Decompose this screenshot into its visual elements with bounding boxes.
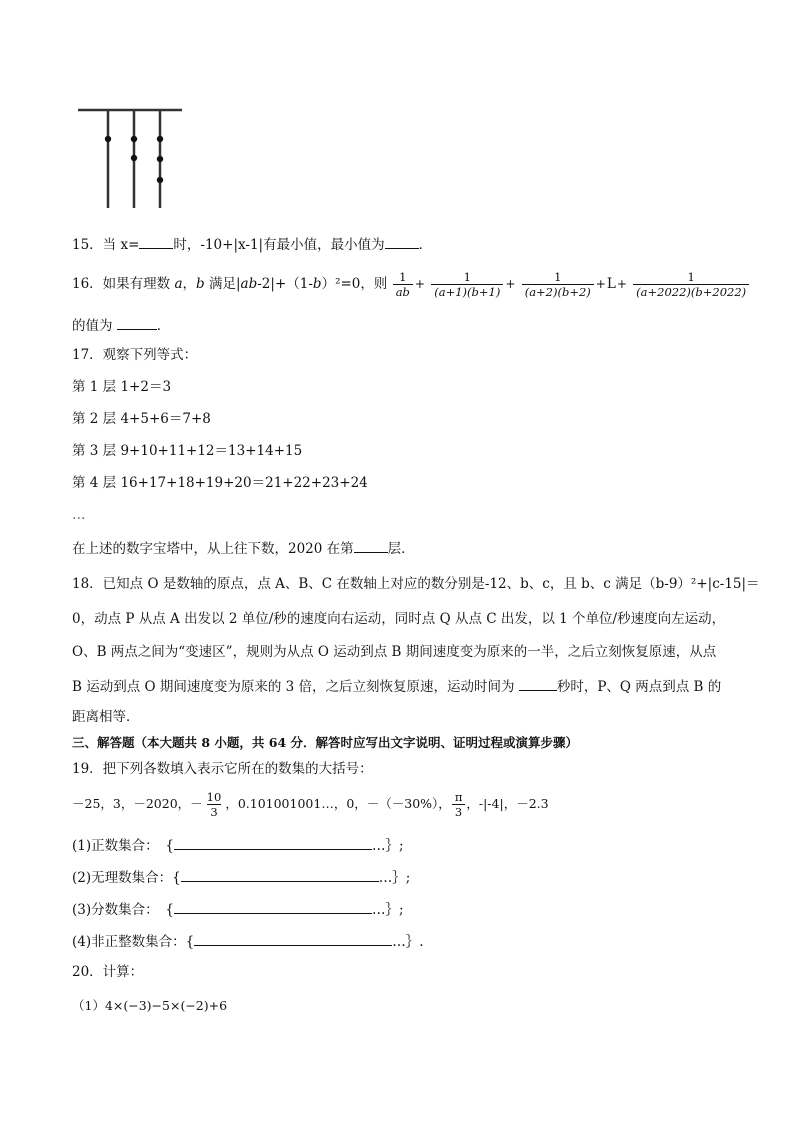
q19-set-fraction [72,899,404,919]
abacus-bead [157,177,163,183]
answer-blank[interactable] [354,538,388,553]
q19-set-positive [72,835,404,855]
set-label: (1)正数集合： { [72,838,174,854]
q16-text: 的值为 [72,318,117,334]
set-label: (2)无理数集合：{ [72,870,181,886]
q17-row: 第 1 层 1+2＝3 [72,379,172,395]
var-ab: ab [240,276,258,292]
q18-line4 [72,676,721,696]
denominator: ab [393,284,413,299]
var-b: b [196,276,205,292]
numerator: 1 [554,269,562,284]
set-label: (4)非正整数集合：{ [72,934,195,950]
answer-blank[interactable] [385,234,419,249]
answer-blank[interactable] [174,835,372,850]
numerator: 1 [463,269,471,284]
q15-text: ． [418,237,433,253]
q19-set-nonpositive-integer [72,931,424,951]
set-label: (3)分数集合： { [72,902,174,918]
numerator: π [454,789,463,804]
q16-text: ， [182,276,197,292]
section-heading: 三、解答题（本大题共 8 小题，共 64 分．解答时应写出文字说明、证明过程或演算步骤） [72,735,579,750]
q16-text: -2|+（1- [257,276,313,292]
question-15 [72,234,432,254]
q18-text: B 运动到点 O 期间速度变为原来的 3 倍，之后立刻恢复原速，运动时间为 [72,679,519,695]
q19-text: ，-|-4|，－2.3 [466,796,549,811]
question-16-line2 [72,315,170,335]
q15-text: 15．当 x= [72,237,140,253]
answer-blank[interactable] [181,867,379,882]
q20-part-1: （1）4×(−3)−5×(−2)+6 [72,998,228,1013]
denominator: 3 [207,804,220,819]
question-20-title: 20．计算： [72,964,144,980]
abacus-bead [157,136,163,142]
q19-numbers [72,786,549,822]
answer-blank[interactable] [174,899,372,914]
denominator: (a+2)(b+2) [522,284,594,299]
fraction-2 [431,271,503,299]
q16-text: ）²=0，则 [321,276,388,292]
var-a: a [174,276,183,292]
question-19-title: 19．把下列各数填入表示它所在的数集的大括号： [72,761,373,777]
ellipsis-symbol: L [606,276,616,292]
denominator: (a+1)(b+1) [431,284,503,299]
q16-text: 满足| [204,276,241,292]
answer-blank[interactable] [139,234,173,249]
set-end: …｝; [378,870,411,886]
var-b: b [312,276,322,292]
fraction-pi-thirds [452,791,466,819]
numerator: 10 [206,789,222,804]
q16-text: ． [156,318,171,334]
q19-text: ，0.101001001…，0，－（－30%）， [225,796,451,811]
q15-text: 时，-10+|x-1|有最小值，最小值为 [173,237,385,253]
answer-blank[interactable] [117,315,157,330]
answer-blank[interactable] [194,931,392,946]
abacus-bead [105,136,111,142]
fraction-3 [522,271,594,299]
q17-text: 在上述的数字宝塔中，从上往下数，2020 在第 [72,541,354,557]
q17-row: 第 3 层 9+10+11+12＝13+14+15 [72,443,303,459]
q17-text: 层． [387,541,415,557]
denominator: (a+2022)(b+2022) [633,284,749,299]
q18-line: O、B 两点之间为“变速区”，规则为从点 O 运动到点 B 期间速度变为原来的一半，之后立刻恢复原速，从点 [72,644,717,660]
q17-dots: … [72,507,86,523]
abacus-bead [131,136,137,142]
question-16: 16．如果有理数 a，b 满足|ab-2|+（1-b）²=0，则 $\frac{1}{ab}$ + $\frac{1}{(a+1)(b+1)}$ + $\frac{1}{(a+2)(b+2)}$ +L+ $\frac{1}{(a+2022)(b+2022)}$ [72,266,750,302]
question-17-ask [72,538,415,558]
numerator: 1 [399,269,407,284]
q19-text: －25，3，－2020，－ [72,796,203,811]
q16-text: 16．如果有理数 [72,276,175,292]
q18-line: 距离相等． [72,709,140,725]
q18-line: 18．已知点 O 是数轴的原点，点 A、B、C 在数轴上对应的数分别是-12、b、c，且 b、c 满足（b-9）²+|c-15|＝ [72,576,760,592]
q17-row: 第 4 层 16+17+18+19+20＝21+22+23+24 [72,475,368,491]
abacus-figure [78,108,184,212]
abacus-bead [131,155,137,161]
q19-set-irrational [72,867,410,887]
answer-blank[interactable] [519,676,557,691]
q17-row: 第 2 层 4+5+6＝7+8 [72,411,211,427]
denominator: 3 [452,804,465,819]
set-end: …｝. [392,934,424,950]
set-end: …｝; [371,902,404,918]
set-end: …｝; [371,838,404,854]
fraction-ten-thirds [204,791,225,819]
numerator: 1 [687,269,695,284]
q18-line: 0，动点 P 从点 A 出发以 2 单位/秒的速度向右运动，同时点 Q 从点 C 出发，以 1 个单位/秒速度向左运动， [72,611,726,627]
fraction-1 [393,271,413,299]
abacus-bead [157,156,163,162]
q18-text: 秒时，P、Q 两点到点 B 的 [556,679,722,695]
fraction-4 [633,271,749,299]
question-17-title: 17．观察下列等式： [72,347,198,363]
